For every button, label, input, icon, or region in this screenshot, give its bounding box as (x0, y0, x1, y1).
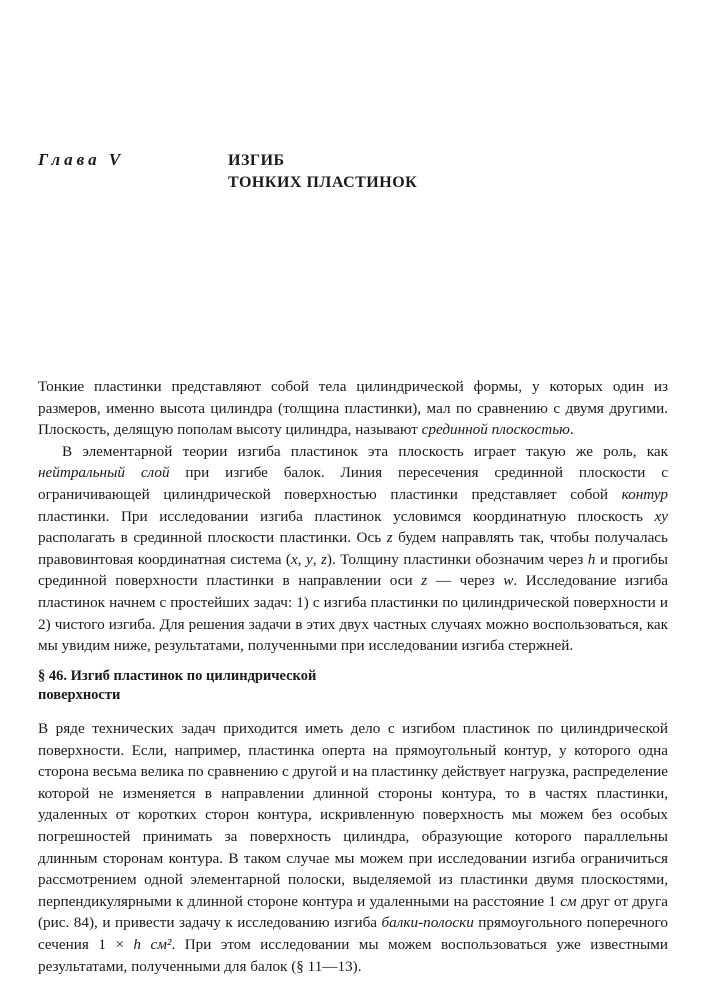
unit-cm2: см² (150, 935, 172, 953)
term-median-plane: срединной плоскостью (421, 421, 570, 439)
section-heading (38, 667, 438, 705)
text-run: В элементарной теории изгиба пластинок эта плоскость играет такую же роль, как (62, 442, 668, 460)
intro-paragraph-1 (38, 376, 668, 441)
chapter-title-line-2: ТОНКИХ ПЛАСТИНОК (228, 174, 418, 191)
variable: y (305, 550, 313, 568)
text-run: прямоугольного поперечного сечения 1 × (38, 914, 668, 953)
chapter-label: Глава V (38, 150, 125, 169)
text-run: . Исследование изгиба пластинок начнем с простейших задач: 1) с изгиба пластинки по цилиндрической поверхности и 2) чистого изгиба. Для решения задачи в этих двух частных случаях можно воспользоваться, как мы увидим ниже, результатами, полученными при исследовании изгиба стержней. (38, 572, 669, 655)
term-neutral-layer: нейтральный слой (38, 464, 170, 482)
intro-text (38, 376, 668, 657)
section-text (38, 718, 668, 977)
text-run: и прогибы срединной поверхности пластинки в направлении оси (38, 550, 669, 590)
variable: z (386, 529, 393, 547)
text-run: пластинки. При исследовании изгиба пластинок условимся координатную плоскость (38, 507, 655, 525)
text-run: В ряде технических задач приходится иметь дело с изгибом пластинок по цилиндрической поверхности. Если, например, пластинка оперта на прямоугольный контур, у которого одна сторона весьма велика по сравнению с другой и на пластинку действует нагрузка, распределение которой не изменяется в направлении длинной стороны контура, то в частях пластинки, удаленных от коротких сторон контура, искривленную поверхность мы можем без особых погрешностей принимать за поверхность цилиндра, образующие которого параллельны длинным сторонам контура. В таком случае мы можем при исследовании изгиба ограничиться рассмотрением одной элементарной полоски, выделяемой из пластинки двумя плоскостями, перпендикулярными к длинной стороне контура и удаленными на расстояние 1 (38, 720, 668, 910)
chapter-title-line-1: ИЗГИБ (228, 152, 285, 169)
section-heading-line-1: § 46. Изгиб пластинок по цилиндрической (38, 668, 317, 684)
text-run: . (569, 421, 574, 439)
variable: h (133, 935, 142, 953)
variable: w (503, 572, 514, 590)
variable: z (421, 572, 428, 590)
section-heading-line-2: поверхности (38, 687, 121, 703)
text-run: , (312, 550, 321, 568)
text-run: будем направлять так, чтобы получалась правовинтовая координатная система ( (38, 529, 668, 568)
term-contour: контур (621, 485, 668, 503)
section-paragraph-1 (38, 718, 668, 977)
variable: x (290, 550, 298, 568)
chapter-title (228, 150, 417, 194)
variable: h (587, 550, 596, 568)
text-run: друг от друга (рис. 84), и привести задачу к исследованию изгиба (38, 892, 668, 932)
variable: z (321, 550, 327, 568)
text-run: . При этом исследовании мы можем воспользоваться уже известными результатами, полученными для балок (§ 11—13). (38, 935, 668, 975)
text-run: ). Толщину пластинки обозначим через (326, 550, 588, 568)
text-run: — через (427, 572, 504, 590)
intro-paragraph-2 (38, 441, 668, 657)
unit-cm: см (560, 892, 577, 910)
text-run: при изгибе балок. Линия пересечения срединной плоскости с ограничивающей цилиндрической поверхностью пластинки представляет собой (38, 464, 668, 503)
term-beam-strip: балки-полоски (381, 914, 474, 932)
text-run: Тонкие пластинки представляют собой тела цилиндрической формы, у которых один из размеров, именно высота цилиндра (толщина пластинки), мал по сравнению с двумя другими. Плоскость, делящую пополам высоту цилиндра, называют (38, 378, 668, 439)
text-run: располагать в срединной плоскости пластинки. Ось (38, 529, 387, 547)
text-run: , (297, 550, 306, 568)
variable: xy (654, 507, 668, 525)
